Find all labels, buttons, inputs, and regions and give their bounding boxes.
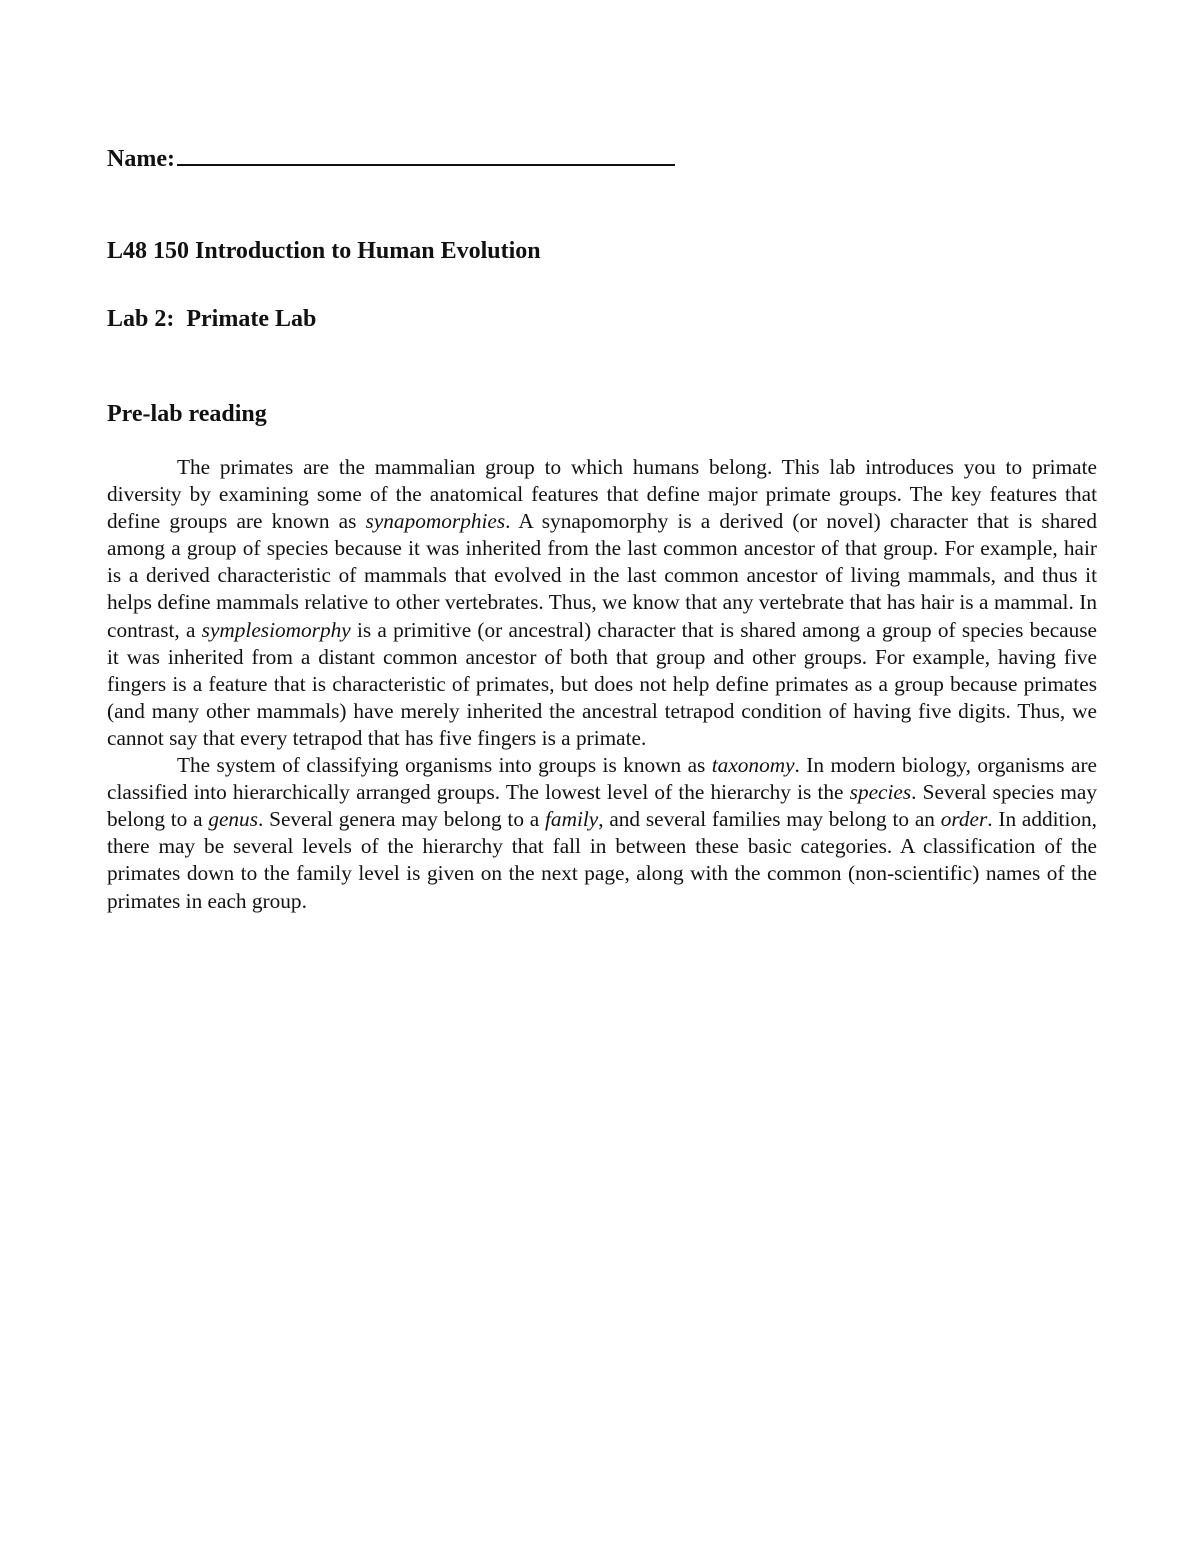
paragraph2-text-6: . In addition, there may be several levels of the hierarchy that fall in between these basic categories. A classification of the primates down to the family level is given on the next page, along with the common (non-scientific) names of the primates in each group. [107, 807, 1097, 913]
section-heading: Pre-lab reading [107, 401, 267, 427]
paragraph2-text-4: . Several genera may belong to a [258, 807, 545, 832]
paragraph-synapomorphies [107, 454, 1097, 752]
name-label: Name: [107, 146, 175, 172]
name-blank-line [177, 142, 675, 166]
paragraph2-text-3: . Several species may belong to a [107, 780, 1098, 832]
term-species: species [849, 780, 912, 805]
course-title: L48 150 Introduction to Human Evolution [107, 238, 541, 264]
lab-title: Lab 2: Primate Lab [107, 306, 317, 332]
paragraph1-text-1: The primates are the mammalian group to which humans belong. This lab introduces you to primate diversity by examining some of the anatomical features that define major primate groups. The key features that define groups are known as [107, 455, 1097, 534]
paragraph1-text-3: is a primitive (or ancestral) character that is shared among a group of species because it was inherited from a distant common ancestor of both that group and other groups. For example, having five fingers is a feature that is characteristic of primates, but does not help define primates as a group because primates (and many other mammals) have merely inherited the ancestral tetrapod condition of having five digits. Thus, we cannot say that every tetrapod that has five fingers is a primate. [107, 617, 1097, 750]
paragraph2-text-1: The system of classifying organisms into groups is known as [177, 753, 712, 778]
paragraph2-text-2: . In modern biology, organisms are classified into hierarchically arranged groups. The lowest level of the hierarchy is the [107, 753, 1097, 805]
body-text [107, 454, 1097, 915]
term-family: family [545, 807, 599, 832]
term-genus: genus [208, 807, 258, 832]
term-synapomorphies: synapomorphies [365, 509, 506, 534]
term-taxonomy: taxonomy [711, 753, 795, 778]
name-field-row [107, 142, 675, 173]
term-order: order [940, 807, 988, 832]
term-symplesiomorphy: symplesiomorphy [201, 617, 351, 642]
paragraph1-text-2: . A synapomorphy is a derived (or novel) character that is shared among a group of species because it was inherited from the last common ancestor of that group. For example, hair is a derived characteristic of mammals that evolved in the last common ancestor of living mammals, and thus it helps define mammals relative to other vertebrates. Thus, we know that any vertebrate that has hair is a mammal. In contrast, a [107, 509, 1097, 642]
paragraph2-text-5: , and several families may belong to an [598, 807, 941, 832]
paragraph-taxonomy [107, 752, 1097, 915]
